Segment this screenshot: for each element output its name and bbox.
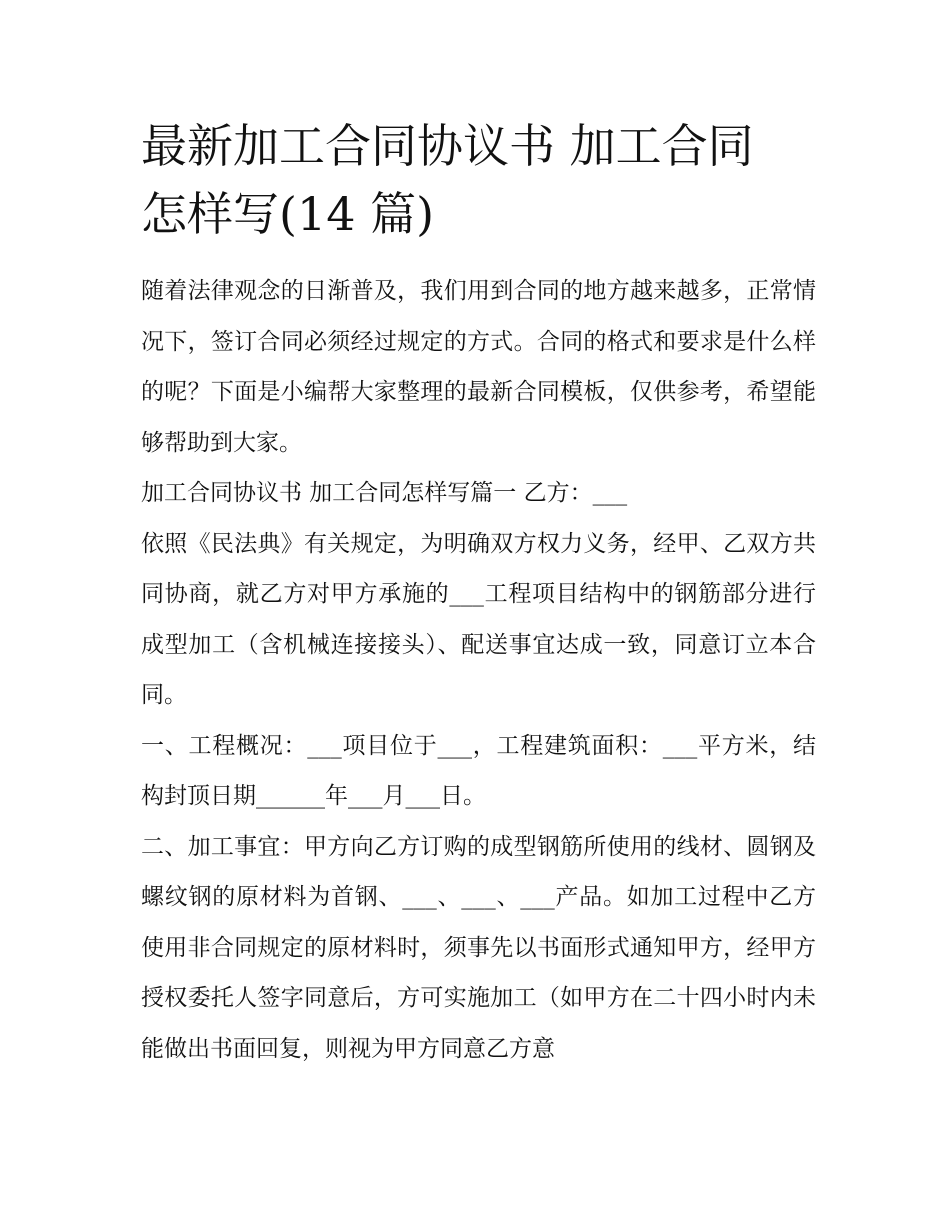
title-line-2: 怎样写(14 篇): [141, 187, 435, 241]
paragraph-preamble: 依照《民法典》有关规定，为明确双方权力义务，经甲、乙双方共同协商，就乙方对甲方承施的___工程项目结构中的钢筋部分进行成型加工（含机械连接接头）、配送事宜达成一致，同意订立本合同。: [141, 530, 816, 708]
document-title: [141, 112, 816, 248]
paragraph-intro: 随着法律观念的日渐普及，我们用到合同的地方越来越多，正常情况下，签订合同必须经过规定的方式。合同的格式和要求是什么样的呢？下面是小编帮大家整理的最新合同模板，仅供参考，希望能够帮助到大家。: [141, 278, 816, 456]
document-body: [141, 112, 816, 1074]
paragraph-section-heading: 加工合同协议书 加工合同怎样写篇一 乙方：___: [141, 480, 628, 506]
paragraph-clause-2: 二、加工事宜：甲方向乙方订购的成型钢筋所使用的线材、圆钢及螺纹钢的原材料为首钢、___、___、___产品。如加工过程中乙方使用非合同规定的原材料时，须事先以书面形式通知甲方，经甲方授权委托人签字同意后，方可实施加工（如甲方在二十四小时内未能做出书面回复，则视为甲方同意乙方意: [141, 833, 816, 1062]
paragraph-clause-1: 一、工程概况：___项目位于___，工程建筑面积：___平方米，结构封顶日期______年___月___日。: [141, 732, 816, 809]
title-line-1: 最新加工合同协议书 加工合同: [141, 119, 754, 173]
